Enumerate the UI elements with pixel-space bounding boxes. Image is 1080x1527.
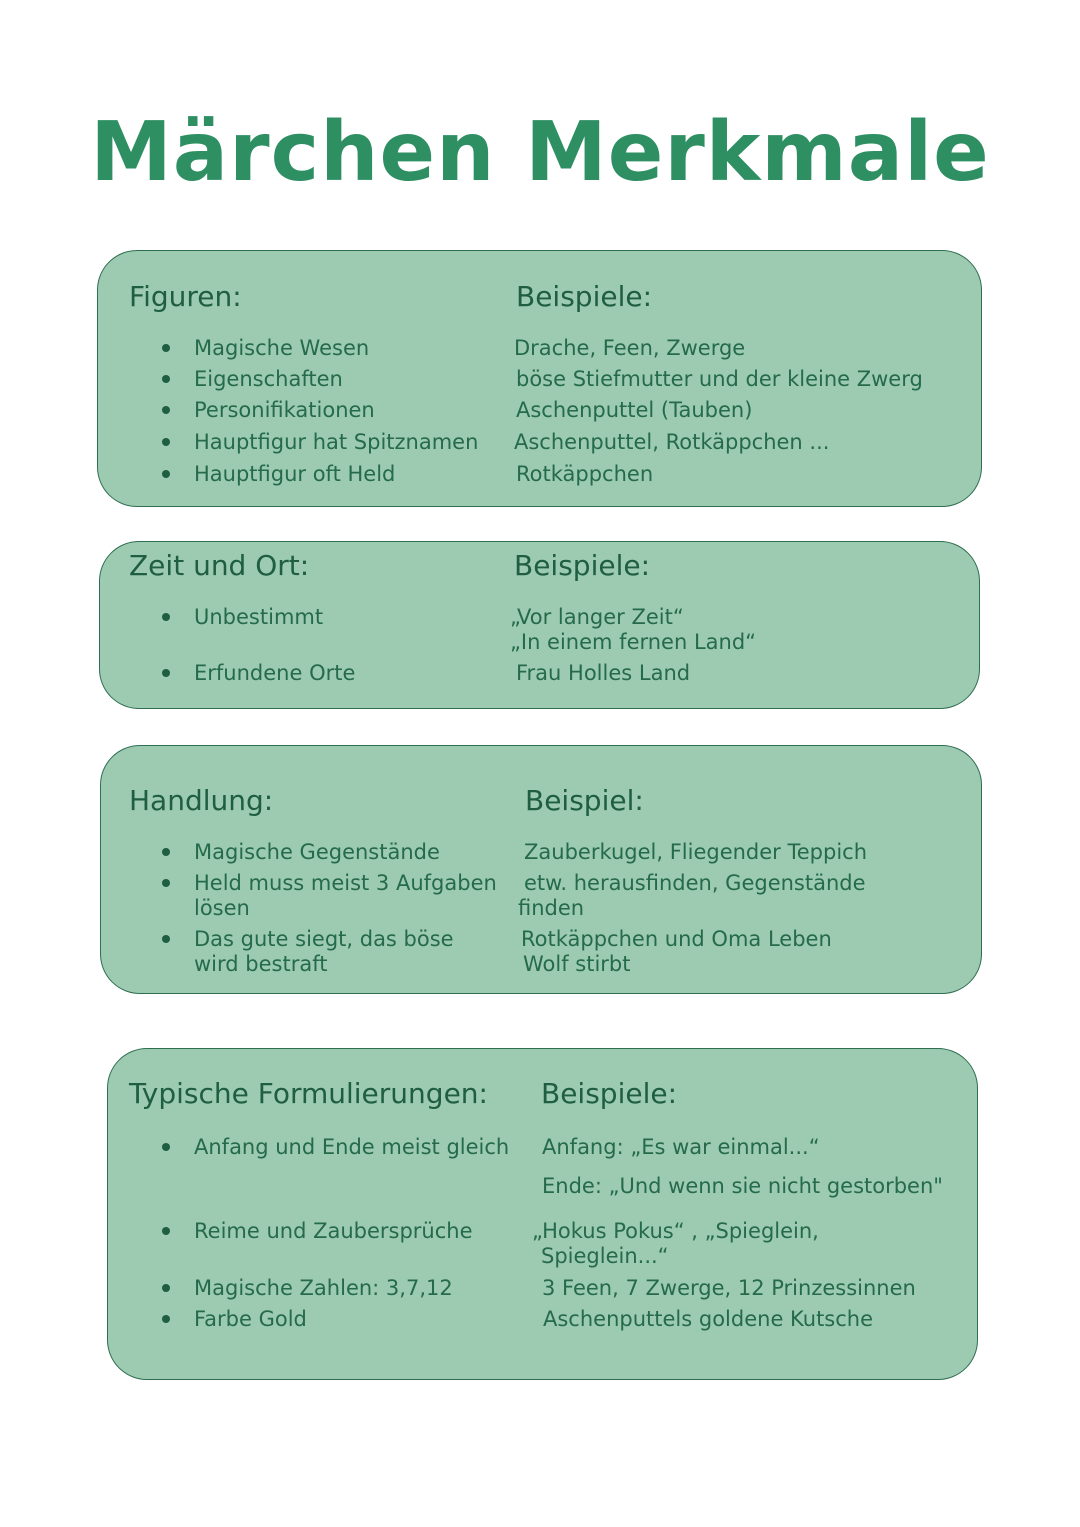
feature-text: Magische Gegenstände [194, 840, 440, 864]
example-text: „In einem fernen Land“ [510, 630, 757, 654]
feature-text: wird bestraft [194, 952, 328, 976]
feature-text: Magische Zahlen: 3,7,12 [194, 1276, 453, 1300]
examples-heading: Beispiele: [514, 549, 651, 582]
feature-text: Personifikationen [194, 398, 375, 422]
example-text: böse Stiefmutter und der kleine Zwerg [516, 367, 923, 391]
example-text: 3 Feen, 7 Zwerge, 12 Prinzessinnen [542, 1276, 916, 1300]
examples-heading: Beispiele: [516, 280, 653, 313]
example-text: Spieglein...“ [541, 1244, 669, 1268]
feature-text: Unbestimmt [194, 605, 324, 629]
feature-text: Hauptfigur hat Spitznamen [194, 430, 479, 454]
bullet-icon [162, 848, 170, 856]
feature-text: lösen [194, 896, 250, 920]
section-heading: Handlung: [129, 784, 274, 817]
feature-text: Magische Wesen [194, 336, 370, 360]
feature-text: Hauptfigur oft Held [194, 462, 396, 486]
example-text: Aschenputtels goldene Kutsche [543, 1307, 874, 1331]
feature-text: Reime und Zaubersprüche [194, 1219, 473, 1243]
bullet-icon [162, 1227, 170, 1235]
section-heading: Typische Formulierungen: [129, 1077, 488, 1110]
bullet-icon [162, 613, 170, 621]
feature-text: Held muss meist 3 Aufgaben [194, 871, 497, 895]
feature-text: Farbe Gold [194, 1307, 307, 1331]
feature-text: Das gute siegt, das böse [194, 927, 454, 951]
example-text: Aschenputtel (Tauben) [516, 398, 753, 422]
bullet-icon [162, 375, 170, 383]
feature-text: Erfundene Orte [194, 661, 356, 685]
bullet-icon [162, 344, 170, 352]
bullet-icon [162, 438, 170, 446]
example-text: Anfang: „Es war einmal...“ [542, 1135, 820, 1159]
bullet-icon [162, 1315, 170, 1323]
bullet-icon [162, 406, 170, 414]
example-text: Rotkäppchen [516, 462, 654, 486]
examples-heading: Beispiel: [525, 784, 644, 817]
bullet-icon [162, 1284, 170, 1292]
example-text: „Hokus Pokus“ , „Spieglein, [532, 1219, 819, 1243]
bullet-icon [162, 1143, 170, 1151]
example-text: Wolf stirbt [523, 952, 631, 976]
section-heading: Zeit und Ort: [129, 549, 310, 582]
feature-text: Anfang und Ende meist gleich [194, 1135, 510, 1159]
example-text: „Vor langer Zeit“ [510, 605, 684, 629]
bullet-icon [162, 935, 170, 943]
example-text: Aschenputtel, Rotkäppchen ... [514, 430, 830, 454]
example-text: Ende: „Und wenn sie nicht gestorben" [542, 1174, 943, 1198]
bullet-icon [162, 669, 170, 677]
example-text: finden [518, 896, 585, 920]
example-text: Rotkäppchen und Oma Leben [521, 927, 832, 951]
examples-heading: Beispiele: [541, 1077, 678, 1110]
bullet-icon [162, 879, 170, 887]
example-text: Drache, Feen, Zwerge [514, 336, 746, 360]
example-text: Frau Holles Land [516, 661, 691, 685]
section-heading: Figuren: [129, 280, 242, 313]
feature-text: Eigenschaften [194, 367, 343, 391]
example-text: etw. herausfinden, Gegenstände [524, 871, 866, 895]
page-title: Märchen Merkmale [90, 105, 990, 200]
bullet-icon [162, 470, 170, 478]
example-text: Zauberkugel, Fliegender Teppich [524, 840, 868, 864]
